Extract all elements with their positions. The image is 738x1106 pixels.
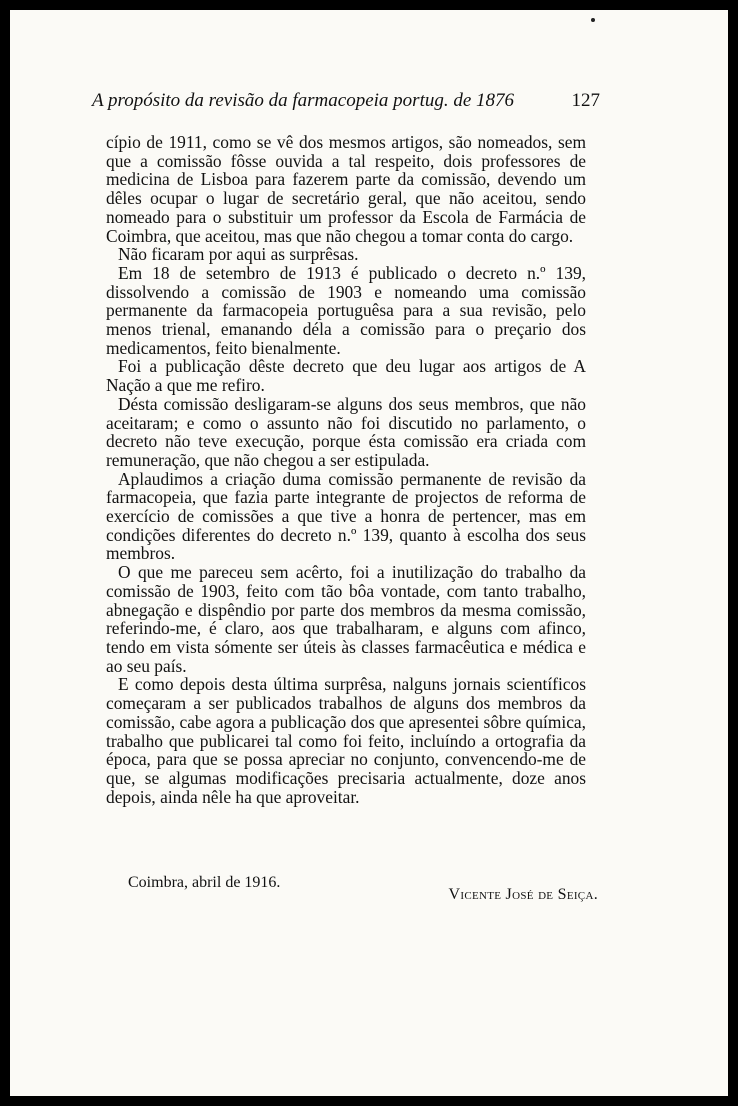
body-text [106, 133, 586, 806]
ink-dot [591, 18, 595, 22]
paragraph: Aplaudimos a criação duma comissão permanente de revisão da farmacopeia, que fazia parte integrante de projectos de reforma de exercício de comissões a que tive a honra de pertencer, mas em condições diferentes do decreto n.º 139, quanto à escolha dos seus membros. [106, 468, 586, 564]
paragraph: Foi a publicação dêste decreto que deu lugar aos artigos de A Nação a que me refiro. [106, 356, 586, 396]
document-page [10, 10, 728, 1096]
paragraph: E como depois desta última surprêsa, nalguns jornais scientíficos começaram a ser publicados trabalhos de alguns dos membros da comissão, cabe agora a publicação dos que apresentei sôbre química, trabalho que publicarei tal como foi feito, incluíndo a ortografia da época, para que se possa apreciar no conjunto, convencendo-me de que, se algumas modificações precisaria actualmente, doze anos depois, ainda nêle ha que aproveitar. [106, 674, 586, 807]
page-number: 127 [571, 90, 600, 111]
paragraph: Não ficaram por aqui as surprêsas. [118, 244, 359, 265]
paragraph: Em 18 de setembro de 1913 é publicado o decreto n.º 139, dissolvendo a comissão de 1903 e nomeando uma comissão permanente da farmacopeia portuguêsa para a sua revisão, pelo menos trienal, emanando déla a comissão para o preçario dos medicamentos, feito bienalmente. [106, 262, 586, 358]
paragraph: O que me pareceu sem acêrto, foi a inutilização do trabalho da comissão de 1903, feito com tão bôa vontade, com tanto trabalho, abnegação e dispêndio por parte dos membros da mesma comissão, referindo-me, é claro, aos que trabalharam, e alguns com afinco, tendo em vista sómente ser úteis às classes farmacêutica e médica e ao seu país. [106, 562, 586, 676]
place-date: Coimbra, abril de 1916. [128, 874, 281, 891]
paragraph: cípio de 1911, como se vê dos mesmos artigos, são nomeados, sem que a comissão fôsse ouvida a tal respeito, dois professores de medicina de Lisboa para fazerem parte da comissão, devendo um dêles ocupar o lugar de secretário geral, que não aceitou, sendo nomeado para o substituir um professor da Escola de Farmácia de Coimbra, que aceitou, mas que não chegou a tomar conta do cargo. [106, 132, 586, 246]
author-signature: Vicente José de Seiça. [448, 886, 598, 903]
running-header [92, 90, 600, 112]
running-title: A propósito da revisão da farmacopeia portug. de 1876 [92, 90, 515, 111]
paragraph: Désta comissão desligaram-se alguns dos seus membros, que não aceitaram; e como o assunto não foi discutido no parlamento, o decreto não teve execução, porque ésta comissão era criada com remuneração, que não chegou a ser estipulada. [106, 393, 586, 470]
